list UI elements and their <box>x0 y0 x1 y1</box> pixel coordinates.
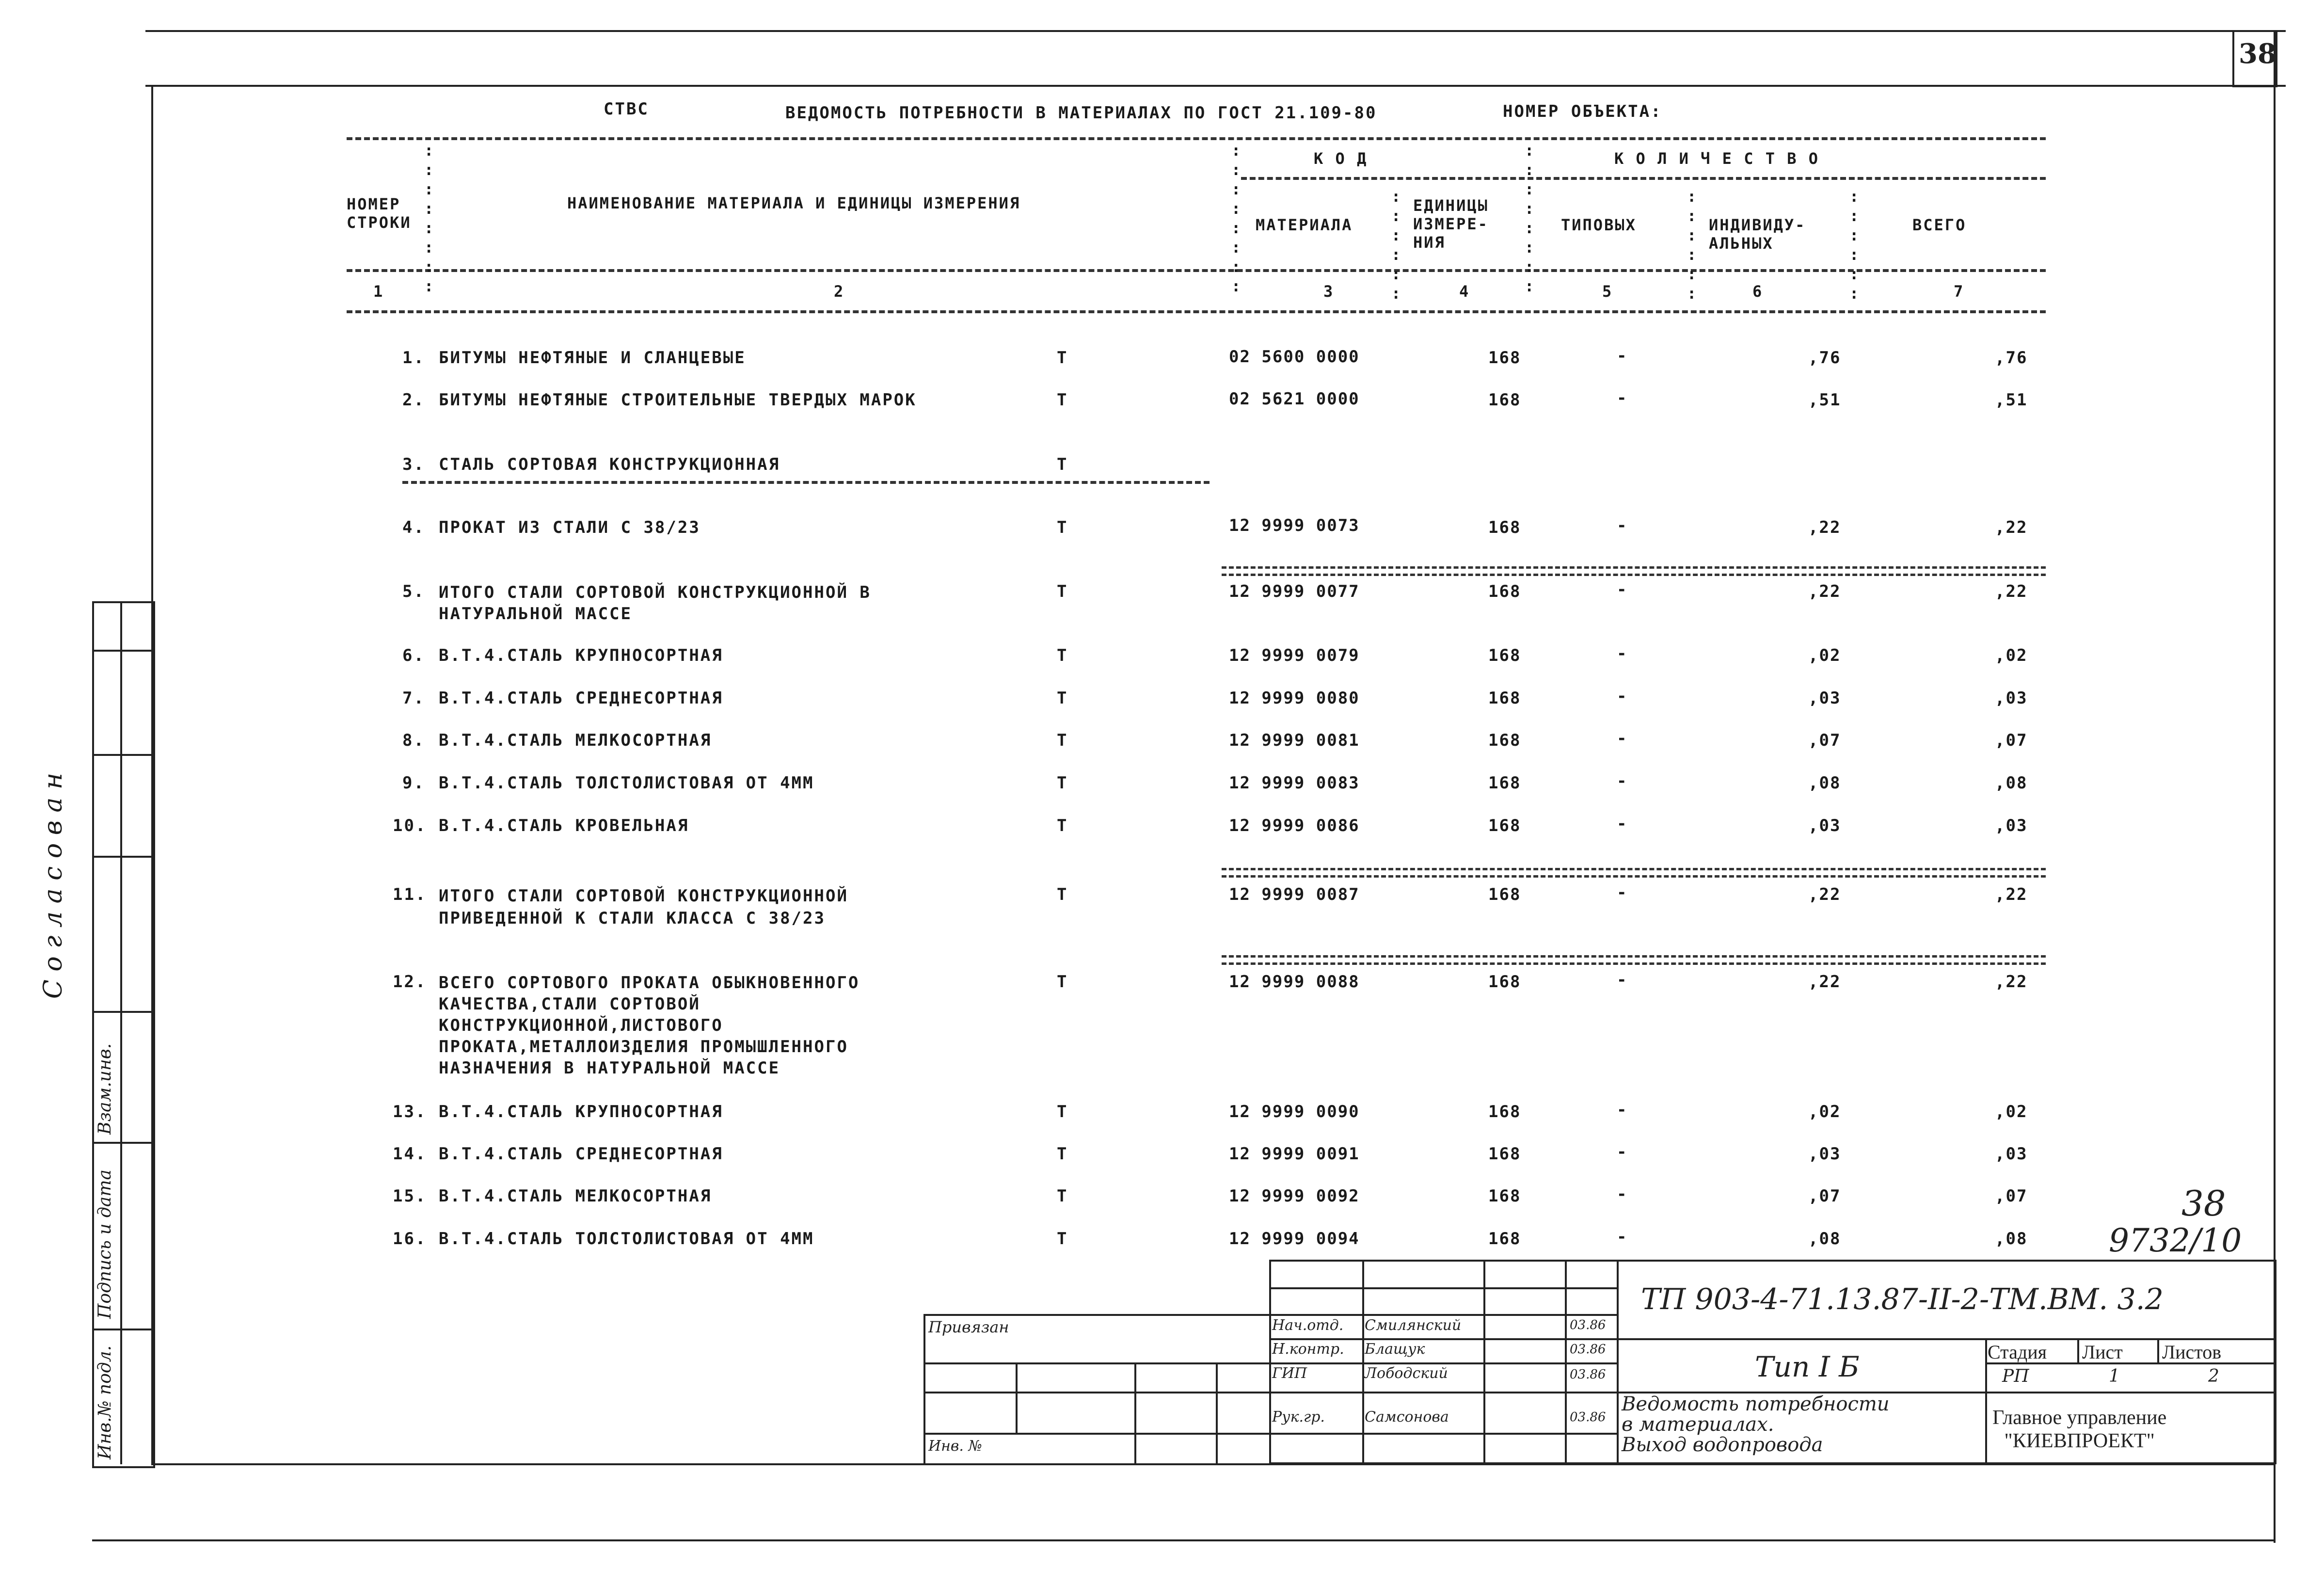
sheet-label: Лист <box>2082 1341 2123 1363</box>
side-vzam-inv: Взам.инв. <box>95 1043 115 1135</box>
signer-name-3: Самсонова <box>1365 1409 1449 1425</box>
row-unit: Т <box>1057 518 1068 537</box>
col-material: МАТЕРИАЛА <box>1256 216 1353 234</box>
row-number: 10. <box>393 816 427 835</box>
table-numbers-rule <box>347 310 2046 313</box>
row-typical: - <box>1617 970 1628 990</box>
row-number: 9. <box>402 773 425 793</box>
doc-title: Ведомость потребности в материалах. Выход водопровода <box>1622 1393 1890 1456</box>
signer-role-1: Н.контр. <box>1272 1341 1344 1358</box>
signer-date-0: 03.86 <box>1570 1318 1606 1332</box>
row-name: БИТУМЫ НЕФТЯНЫЕ И СЛАНЦЕВЫЕ <box>439 348 746 368</box>
header-object-number: НОМЕР ОБЪЕКТА: <box>1503 102 1662 121</box>
col-kolichestvo: К О Л И Ч Е С Т В О <box>1614 149 1820 168</box>
header-code: СТВС <box>604 99 649 119</box>
row-ucode: 168 <box>1488 646 1521 665</box>
handwritten-page-number: 38 <box>2181 1183 2226 1224</box>
row-ucode: 168 <box>1488 518 1521 537</box>
row-name: СТАЛЬ СОРТОВАЯ КОНСТРУКЦИОННАЯ <box>439 455 780 474</box>
signer-date-1: 03.86 <box>1570 1342 1606 1357</box>
row-total: ,03 <box>1995 1144 2028 1164</box>
row-total: ,02 <box>1995 646 2028 665</box>
row-typical: - <box>1617 1185 1628 1204</box>
row-unit: Т <box>1057 455 1068 474</box>
row-code: 12 9999 0091 <box>1229 1144 1360 1164</box>
signer-role-3: Рук.гр. <box>1272 1409 1325 1425</box>
row-name: В.Т.4.СТАЛЬ КРУПНОСОРТНАЯ <box>439 1102 723 1121</box>
row-individual: ,07 <box>1808 731 1841 750</box>
col-number-3: 3 <box>1323 282 1335 301</box>
side-stamp <box>92 601 155 1468</box>
row-ucode: 168 <box>1488 348 1521 368</box>
row-individual: ,02 <box>1808 646 1841 665</box>
organization: Главное управление "КИЕВПРОЕКТ" <box>1992 1407 2167 1452</box>
row-code: 12 9999 0092 <box>1229 1186 1360 1206</box>
row-unit: Т <box>1057 390 1068 410</box>
top-border-line <box>145 30 2286 32</box>
row-total: ,76 <box>1995 348 2028 368</box>
signer-role-0: Нач.отд. <box>1272 1317 1344 1334</box>
row-number: 3. <box>402 455 425 474</box>
row-typical: - <box>1617 516 1628 535</box>
row-typical: - <box>1617 814 1628 833</box>
sheets-label: Листов <box>2162 1341 2222 1363</box>
row-typical: - <box>1617 580 1628 599</box>
col-number-4: 4 <box>1459 282 1470 301</box>
col-number-1: 1 <box>373 282 384 301</box>
row-unit: Т <box>1057 885 1068 904</box>
row-ucode: 168 <box>1488 688 1521 708</box>
row-total: ,51 <box>1995 390 2028 410</box>
row-code: 12 9999 0077 <box>1229 582 1360 601</box>
row-number: 14. <box>393 1144 427 1164</box>
row-unit: Т <box>1057 816 1068 835</box>
designation: ТП 903-4-71.13.87-II-2-ТМ.ВМ. 3.2 <box>1641 1282 2164 1316</box>
type: Тип I Б <box>1755 1350 1860 1383</box>
row-unit: Т <box>1057 582 1068 601</box>
row-individual: ,76 <box>1808 348 1841 368</box>
stage-label: Стадия <box>1988 1341 2047 1363</box>
row-total: ,22 <box>1995 582 2028 601</box>
row-name: В.Т.4.СТАЛЬ КРУПНОСОРТНАЯ <box>439 646 723 665</box>
row-individual: ,51 <box>1808 390 1841 410</box>
row-typical: - <box>1617 1100 1628 1120</box>
row-typical: - <box>1617 771 1628 791</box>
row-unit: Т <box>1057 1144 1068 1164</box>
row-unit: Т <box>1057 688 1068 708</box>
side-stamp-divider <box>120 601 122 1464</box>
row-total: ,07 <box>1995 1186 2028 1206</box>
row-name: В.Т.4.СТАЛЬ ТОЛСТОЛИСТОВАЯ ОТ 4ММ <box>439 1229 814 1249</box>
row-unit: Т <box>1057 1102 1068 1121</box>
row-name: БИТУМЫ НЕФТЯНЫЕ СТРОИТЕЛЬНЫЕ ТВЕРДЫХ МАРОК <box>439 390 917 410</box>
row-total: ,22 <box>1995 885 2028 904</box>
signer-name-0: Смилянский <box>1365 1317 1462 1334</box>
row-unit: Т <box>1057 972 1068 992</box>
stage-value: РП <box>2002 1366 2029 1386</box>
row-ucode: 168 <box>1488 1186 1521 1206</box>
row12-double-rule <box>1222 955 2046 965</box>
row-individual: ,22 <box>1808 582 1841 601</box>
row-name: ВСЕГО СОРТОВОГО ПРОКАТА ОБЫКНОВЕННОГО КАЧЕСТВА,СТАЛИ СОРТОВОЙ КОНСТРУКЦИОННОЙ,ЛИСТОВОГО ПРОКАТА,МЕТАЛЛОИЗДЕЛИЯ ПРОМЫШЛЕННОГО НАЗНАЧЕНИЯ В НАТУРАЛЬНОЙ МАССЕ <box>439 973 860 1078</box>
row-name: ИТОГО СТАЛИ СОРТОВОЙ КОНСТРУКЦИОННОЙ В НАТУРАЛЬНОЙ МАССЕ <box>439 583 871 624</box>
header-title: ВЕДОМОСТЬ ПОТРЕБНОСТИ В МАТЕРИАЛАХ ПО ГОСТ 21.109-80 <box>785 103 1377 123</box>
signer-name-1: Блащук <box>1365 1341 1425 1358</box>
table-top-rule <box>347 137 2046 140</box>
row-name: В.Т.4.СТАЛЬ ТОЛСТОЛИСТОВАЯ ОТ 4ММ <box>439 773 814 793</box>
row-code: 02 5600 0000 <box>1229 347 1360 367</box>
row-typical: - <box>1617 883 1628 902</box>
row-typical: - <box>1617 388 1628 408</box>
row-number: 5. <box>402 582 425 601</box>
row-code: 12 9999 0086 <box>1229 816 1360 835</box>
row-code: 12 9999 0079 <box>1229 646 1360 665</box>
row3-underline <box>402 481 1210 484</box>
col-unit: ЕДИНИЦЫ ИЗМЕРЕ- НИЯ <box>1413 196 1489 252</box>
col-number-7: 7 <box>1954 282 1965 301</box>
row-typical: - <box>1617 729 1628 748</box>
row-code: 12 9999 0083 <box>1229 773 1360 793</box>
row-unit: Т <box>1057 348 1068 368</box>
row-typical: - <box>1617 644 1628 663</box>
row-number: 2. <box>402 390 425 410</box>
row-number: 6. <box>402 646 425 665</box>
row-individual: ,08 <box>1808 773 1841 793</box>
row-total: ,03 <box>1995 688 2028 708</box>
row-ucode: 168 <box>1488 773 1521 793</box>
row-individual: ,07 <box>1808 1186 1841 1206</box>
col-name: НАИМЕНОВАНИЕ МАТЕРИАЛА И ЕДИНИЦЫ ИЗМЕРЕНИЯ <box>567 194 1021 212</box>
sheets-value: 2 <box>2208 1366 2219 1386</box>
row-individual: ,22 <box>1808 518 1841 537</box>
row-total: ,22 <box>1995 972 2028 992</box>
col-number-6: 6 <box>1752 282 1764 301</box>
row-code: 12 9999 0094 <box>1229 1229 1360 1249</box>
row-ucode: 168 <box>1488 582 1521 601</box>
row-typical: - <box>1617 1142 1628 1162</box>
row-typical: - <box>1617 1227 1628 1247</box>
row-code: 12 9999 0080 <box>1229 688 1360 708</box>
row-number: 4. <box>402 518 425 537</box>
row-individual: ,03 <box>1808 816 1841 835</box>
row-total: ,08 <box>1995 1229 2028 1249</box>
row-individual: ,08 <box>1808 1229 1841 1249</box>
page-bottom-line <box>92 1539 2274 1541</box>
row-code: 12 9999 0081 <box>1229 731 1360 750</box>
row-total: ,08 <box>1995 773 2028 793</box>
row-individual: ,22 <box>1808 972 1841 992</box>
col-total: ВСЕГО <box>1912 216 1967 234</box>
signer-date-2: 03.86 <box>1570 1367 1606 1382</box>
row-number: 15. <box>393 1186 427 1206</box>
row-unit: Т <box>1057 1229 1068 1249</box>
row-number: 16. <box>393 1229 427 1249</box>
row-typical: - <box>1617 687 1628 706</box>
row-name: В.Т.4.СТАЛЬ СРЕДНЕСОРТНАЯ <box>439 688 723 708</box>
row-total: ,22 <box>1995 518 2028 537</box>
row-unit: Т <box>1057 731 1068 750</box>
col-individual: ИНДИВИДУ- АЛЬНЫХ <box>1709 216 1806 253</box>
row-ucode: 168 <box>1488 885 1521 904</box>
sheet-top-line <box>145 85 2286 87</box>
row-code: 12 9999 0073 <box>1229 516 1360 535</box>
side-soglasovan: С о г л а с о в а н <box>39 772 68 999</box>
col-row-number: НОМЕР СТРОКИ <box>347 195 412 232</box>
row-code: 02 5621 0000 <box>1229 389 1360 409</box>
col-number-2: 2 <box>834 282 845 301</box>
row-total: ,03 <box>1995 816 2028 835</box>
col-typical: ТИПОВЫХ <box>1561 216 1637 234</box>
row-ucode: 168 <box>1488 390 1521 410</box>
row-code: 12 9999 0088 <box>1229 972 1360 992</box>
row-total: ,07 <box>1995 731 2028 750</box>
row-name: В.Т.4.СТАЛЬ КРОВЕЛЬНАЯ <box>439 816 689 835</box>
row-ucode: 168 <box>1488 1102 1521 1121</box>
inv-no-label: Инв. № <box>928 1438 982 1455</box>
row11-double-rule <box>1222 868 2046 878</box>
row-ucode: 168 <box>1488 972 1521 992</box>
sheet-value: 1 <box>2109 1366 2120 1386</box>
row-individual: ,03 <box>1808 1144 1841 1164</box>
row-name: ПРОКАТ ИЗ СТАЛИ С 38/23 <box>439 518 700 537</box>
row-number: 12. <box>393 972 427 992</box>
signer-role-2: ГИП <box>1272 1365 1307 1382</box>
table-header-rule <box>347 269 2046 272</box>
row-number: 8. <box>402 731 425 750</box>
row-individual: ,03 <box>1808 688 1841 708</box>
row-ucode: 168 <box>1488 816 1521 835</box>
row-individual: ,22 <box>1808 885 1841 904</box>
row-unit: Т <box>1057 773 1068 793</box>
handwritten-archive-number: 9732/10 <box>2109 1222 2242 1259</box>
row-ucode: 168 <box>1488 1229 1521 1249</box>
row-name: В.Т.4.СТАЛЬ МЕЛКОСОРТНАЯ <box>439 731 712 750</box>
row-unit: Т <box>1057 646 1068 665</box>
row-number: 1. <box>402 348 425 368</box>
privyazan-label: Привязан <box>928 1318 1009 1336</box>
row-code: 12 9999 0090 <box>1229 1102 1360 1121</box>
row-ucode: 168 <box>1488 731 1521 750</box>
row-total: ,02 <box>1995 1102 2028 1121</box>
signer-name-2: Лободский <box>1365 1365 1448 1382</box>
row-unit: Т <box>1057 1186 1068 1206</box>
col-kod: К О Д <box>1314 149 1368 168</box>
row-number: 13. <box>393 1102 427 1121</box>
row-name: В.Т.4.СТАЛЬ МЕЛКОСОРТНАЯ <box>439 1186 712 1206</box>
row-individual: ,02 <box>1808 1102 1841 1121</box>
sheet-number: 38 <box>2239 38 2276 70</box>
row-code: 12 9999 0087 <box>1229 885 1360 904</box>
col-number-5: 5 <box>1602 282 1613 301</box>
side-inv-podl: Инв.№ подл. <box>95 1345 115 1459</box>
row-ucode: 168 <box>1488 1144 1521 1164</box>
row-name: В.Т.4.СТАЛЬ СРЕДНЕСОРТНАЯ <box>439 1144 723 1164</box>
row-number: 11. <box>393 885 427 904</box>
signer-date-3: 03.86 <box>1570 1410 1606 1425</box>
row-number: 7. <box>402 688 425 708</box>
row5-double-rule <box>1222 566 2046 576</box>
row-typical: - <box>1617 346 1628 366</box>
side-podpis-data: Подпись и дата <box>95 1169 115 1319</box>
row-name: ИТОГО СТАЛИ СОРТОВОЙ КОНСТРУКЦИОННОЙ ПРИВЕДЕННОЙ К СТАЛИ КЛАССА С 38/23 <box>439 886 848 928</box>
